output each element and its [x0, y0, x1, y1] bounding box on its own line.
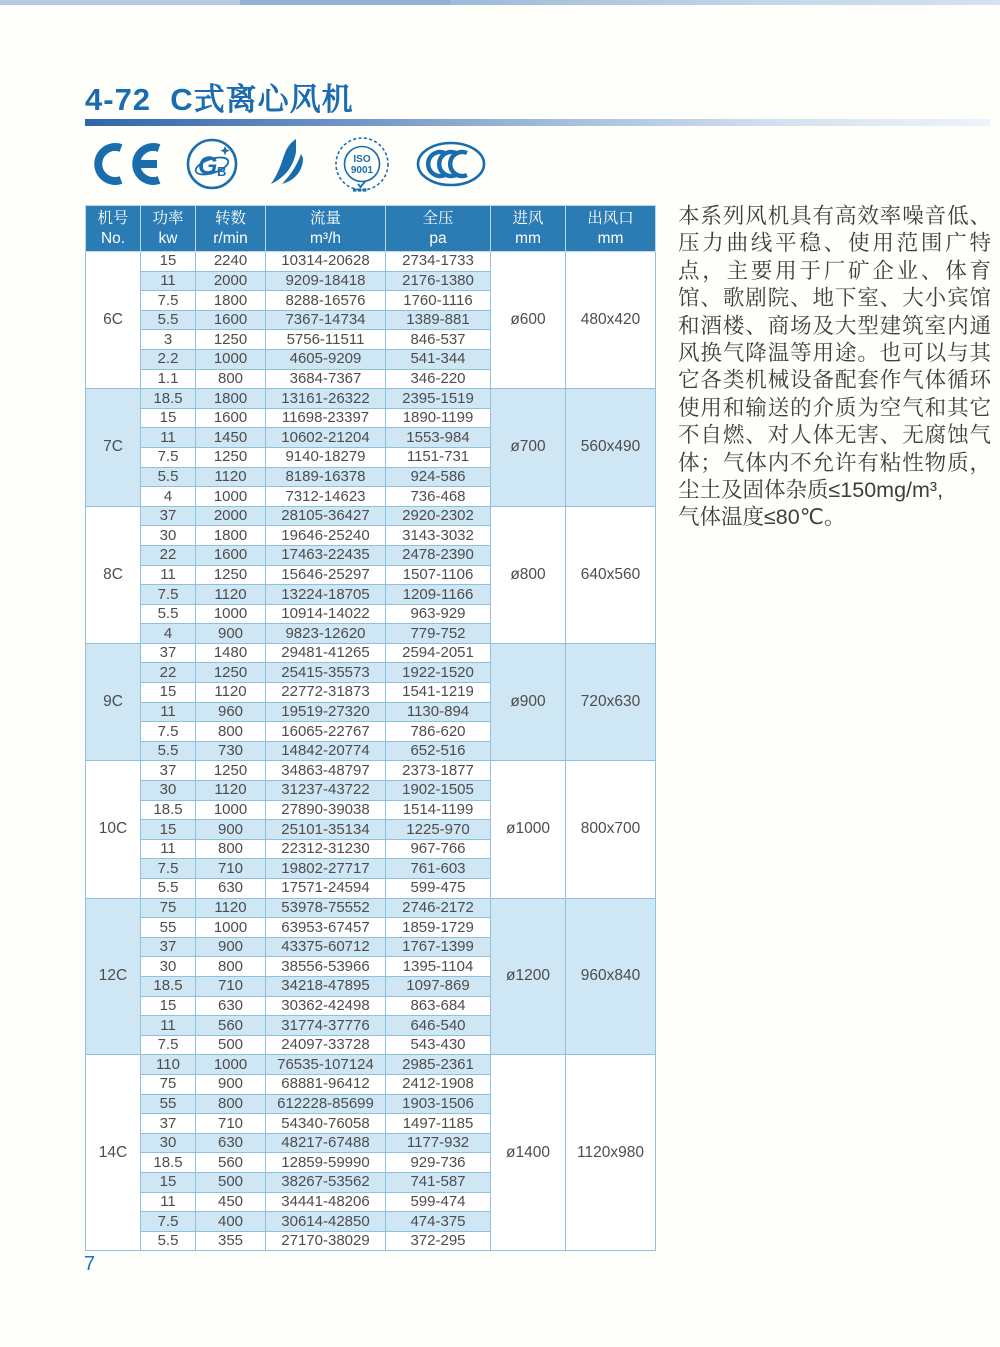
speed-cell: 1250 [196, 330, 266, 350]
power-cell: 7.5 [141, 585, 196, 605]
pressure-cell: 1130-894 [386, 702, 491, 722]
flow-cell: 38556-53966 [266, 957, 386, 977]
ce-mark-icon [85, 140, 161, 188]
table-row [86, 1055, 656, 1075]
page-title: 4-72 C式离心风机 [85, 82, 354, 117]
power-cell: 37 [141, 1114, 196, 1134]
flow-cell: 27890-39038 [266, 800, 386, 820]
column-header-6: 出风口 mm [566, 206, 656, 252]
model-cell: 7C [86, 389, 141, 507]
flow-cell: 17571-24594 [266, 879, 386, 899]
table-row [86, 898, 656, 918]
flow-cell: 31237-43722 [266, 781, 386, 801]
speed-cell: 730 [196, 741, 266, 761]
pressure-cell: 1922-1520 [386, 663, 491, 683]
flow-cell: 16065-22767 [266, 722, 386, 742]
power-cell: 18.5 [141, 976, 196, 996]
power-cell: 15 [141, 820, 196, 840]
flow-cell: 8189-16378 [266, 467, 386, 487]
description-paragraph: 本系列风机具有高效率噪音低、压力曲线平稳、使用范围广特点，主要用于厂矿企业、体育馆、歌剧院、地下室、大小宾馆和酒楼、商场及大型建筑室内通风换气降温等用途。也可以与其它各类机械设备配套作气体循环使用和输送的介质为空气和其它不自燃、对人体无害、无腐蚀气体；气体内不允许有粘性物质，尘土及固体杂质≤150mg/m³, [678, 204, 991, 503]
speed-cell: 1000 [196, 604, 266, 624]
speed-cell: 1000 [196, 800, 266, 820]
speed-cell: 710 [196, 976, 266, 996]
pressure-cell: 1177-932 [386, 1133, 491, 1153]
speed-cell: 1250 [196, 447, 266, 467]
outlet-cell: 720x630 [566, 643, 656, 761]
power-cell: 11 [141, 565, 196, 585]
pressure-cell: 2395-1519 [386, 389, 491, 409]
model-cell: 10C [86, 761, 141, 898]
fan-spec-table [85, 205, 656, 1251]
flow-cell: 9209-18418 [266, 271, 386, 291]
pressure-cell: 741-587 [386, 1172, 491, 1192]
power-cell: 30 [141, 1133, 196, 1153]
pressure-cell: 372-295 [386, 1231, 491, 1251]
flow-cell: 11698-23397 [266, 408, 386, 428]
power-cell: 2.2 [141, 349, 196, 369]
power-cell: 5.5 [141, 467, 196, 487]
flow-cell: 27170-38029 [266, 1231, 386, 1251]
flow-cell: 30362-42498 [266, 996, 386, 1016]
speed-cell: 1480 [196, 643, 266, 663]
speed-cell: 1800 [196, 389, 266, 409]
pressure-cell: 1507-1106 [386, 565, 491, 585]
feather-mark-icon [263, 138, 309, 190]
flow-cell: 43375-60712 [266, 937, 386, 957]
power-cell: 7.5 [141, 291, 196, 311]
speed-cell: 800 [196, 369, 266, 389]
power-cell: 7.5 [141, 447, 196, 467]
flow-cell: 7312-14623 [266, 487, 386, 507]
flow-cell: 612228-85699 [266, 1094, 386, 1114]
speed-cell: 1250 [196, 761, 266, 781]
speed-cell: 630 [196, 996, 266, 1016]
pressure-cell: 2920-2302 [386, 506, 491, 526]
speed-cell: 1250 [196, 565, 266, 585]
power-cell: 5.5 [141, 879, 196, 899]
speed-cell: 630 [196, 1133, 266, 1153]
speed-cell: 1600 [196, 545, 266, 565]
flow-cell: 3684-7367 [266, 369, 386, 389]
inlet-cell: ø800 [491, 506, 566, 643]
power-cell: 5.5 [141, 604, 196, 624]
speed-cell: 800 [196, 722, 266, 742]
flow-cell: 30614-42850 [266, 1212, 386, 1232]
speed-cell: 960 [196, 702, 266, 722]
power-cell: 15 [141, 1172, 196, 1192]
power-cell: 11 [141, 428, 196, 448]
pressure-cell: 541-344 [386, 349, 491, 369]
table-row [86, 761, 656, 781]
column-header-1: 功率 kw [141, 206, 196, 252]
flow-cell: 25101-35134 [266, 820, 386, 840]
speed-cell: 2000 [196, 506, 266, 526]
speed-cell: 1000 [196, 349, 266, 369]
header-row [86, 206, 656, 252]
flow-cell: 25415-35573 [266, 663, 386, 683]
power-cell: 1.1 [141, 369, 196, 389]
pressure-cell: 543-430 [386, 1035, 491, 1055]
power-cell: 4 [141, 624, 196, 644]
model-cell: 6C [86, 252, 141, 389]
pressure-cell: 652-516 [386, 741, 491, 761]
speed-cell: 1800 [196, 291, 266, 311]
flow-cell: 31774-37776 [266, 1016, 386, 1036]
flow-cell: 10914-14022 [266, 604, 386, 624]
power-cell: 11 [141, 839, 196, 859]
column-header-0: 机号 No. [86, 206, 141, 252]
flow-cell: 13224-18705 [266, 585, 386, 605]
pressure-cell: 2734-1733 [386, 252, 491, 272]
pressure-cell: 1514-1199 [386, 800, 491, 820]
pressure-cell: 1767-1399 [386, 937, 491, 957]
power-cell: 7.5 [141, 1212, 196, 1232]
power-cell: 75 [141, 1074, 196, 1094]
pressure-cell: 1151-731 [386, 447, 491, 467]
pressure-cell: 1541-1219 [386, 683, 491, 703]
pressure-cell: 761-603 [386, 859, 491, 879]
flow-cell: 34218-47895 [266, 976, 386, 996]
flow-cell: 4605-9209 [266, 349, 386, 369]
flow-cell: 53978-75552 [266, 898, 386, 918]
speed-cell: 1250 [196, 663, 266, 683]
pressure-cell: 1903-1506 [386, 1094, 491, 1114]
pressure-cell: 1225-970 [386, 820, 491, 840]
speed-cell: 1600 [196, 310, 266, 330]
power-cell: 15 [141, 252, 196, 272]
pressure-cell: 2176-1380 [386, 271, 491, 291]
pressure-cell: 967-766 [386, 839, 491, 859]
pressure-cell: 474-375 [386, 1212, 491, 1232]
outlet-cell: 1120x980 [566, 1055, 656, 1251]
flow-cell: 34863-48797 [266, 761, 386, 781]
pressure-cell: 1209-1166 [386, 585, 491, 605]
svg-text:9001: 9001 [350, 165, 374, 176]
inlet-cell: ø1000 [491, 761, 566, 898]
speed-cell: 1120 [196, 898, 266, 918]
model-cell: 8C [86, 506, 141, 643]
pressure-cell: 1760-1116 [386, 291, 491, 311]
power-cell: 22 [141, 545, 196, 565]
inlet-cell: ø900 [491, 643, 566, 761]
speed-cell: 560 [196, 1016, 266, 1036]
flow-cell: 15646-25297 [266, 565, 386, 585]
flow-cell: 28105-36427 [266, 506, 386, 526]
flow-cell: 34441-48206 [266, 1192, 386, 1212]
outlet-cell: 960x840 [566, 898, 656, 1055]
power-cell: 5.5 [141, 310, 196, 330]
svg-text:G: G [198, 152, 218, 180]
column-header-5: 进风 mm [491, 206, 566, 252]
speed-cell: 1000 [196, 918, 266, 938]
flow-cell: 9823-12620 [266, 624, 386, 644]
flow-cell: 54340-76058 [266, 1114, 386, 1134]
pressure-cell: 1890-1199 [386, 408, 491, 428]
pressure-cell: 846-537 [386, 330, 491, 350]
power-cell: 30 [141, 781, 196, 801]
flow-cell: 29481-41265 [266, 643, 386, 663]
power-cell: 37 [141, 643, 196, 663]
speed-cell: 1000 [196, 487, 266, 507]
flow-cell: 48217-67488 [266, 1133, 386, 1153]
table-row [86, 252, 656, 272]
inlet-cell: ø1400 [491, 1055, 566, 1251]
power-cell: 11 [141, 1192, 196, 1212]
outlet-cell: 640x560 [566, 506, 656, 643]
flow-cell: 9140-18279 [266, 447, 386, 467]
speed-cell: 560 [196, 1153, 266, 1173]
power-cell: 37 [141, 761, 196, 781]
flow-cell: 68881-96412 [266, 1074, 386, 1094]
speed-cell: 1120 [196, 467, 266, 487]
flow-cell: 13161-26322 [266, 389, 386, 409]
flow-cell: 19519-27320 [266, 702, 386, 722]
pressure-cell: 736-468 [386, 487, 491, 507]
flow-cell: 24097-33728 [266, 1035, 386, 1055]
speed-cell: 400 [196, 1212, 266, 1232]
power-cell: 5.5 [141, 741, 196, 761]
pressure-cell: 924-586 [386, 467, 491, 487]
pressure-cell: 2594-2051 [386, 643, 491, 663]
speed-cell: 500 [196, 1172, 266, 1192]
pressure-cell: 786-620 [386, 722, 491, 742]
column-header-2: 转数 r/min [196, 206, 266, 252]
speed-cell: 800 [196, 839, 266, 859]
pressure-cell: 646-540 [386, 1016, 491, 1036]
pressure-cell: 1553-984 [386, 428, 491, 448]
flow-cell: 7367-14734 [266, 310, 386, 330]
speed-cell: 900 [196, 820, 266, 840]
speed-cell: 1120 [196, 781, 266, 801]
flow-cell: 63953-67457 [266, 918, 386, 938]
pressure-cell: 1395-1104 [386, 957, 491, 977]
speed-cell: 710 [196, 859, 266, 879]
flow-cell: 14842-20774 [266, 741, 386, 761]
table-row [86, 506, 656, 526]
power-cell: 7.5 [141, 859, 196, 879]
pressure-cell: 2373-1877 [386, 761, 491, 781]
pressure-cell: 599-474 [386, 1192, 491, 1212]
description-paragraph: 气体温度≤80℃。 [678, 505, 846, 530]
column-header-4: 全压 pa [386, 206, 491, 252]
pressure-cell: 346-220 [386, 369, 491, 389]
power-cell: 11 [141, 1016, 196, 1036]
power-cell: 5.5 [141, 1231, 196, 1251]
inlet-cell: ø1200 [491, 898, 566, 1055]
pressure-cell: 2412-1908 [386, 1074, 491, 1094]
speed-cell: 800 [196, 957, 266, 977]
certification-logos [85, 136, 487, 192]
pressure-cell: 3143-3032 [386, 526, 491, 546]
speed-cell: 1600 [196, 408, 266, 428]
power-cell: 37 [141, 506, 196, 526]
flow-cell: 10314-20628 [266, 252, 386, 272]
pressure-cell: 2478-2390 [386, 545, 491, 565]
speed-cell: 1120 [196, 585, 266, 605]
pressure-cell: 1497-1185 [386, 1114, 491, 1134]
iso9001-mark-icon [333, 135, 391, 193]
outlet-cell: 560x490 [566, 389, 656, 507]
power-cell: 110 [141, 1055, 196, 1075]
column-header-3: 流量 m³/h [266, 206, 386, 252]
speed-cell: 900 [196, 624, 266, 644]
pressure-cell: 863-684 [386, 996, 491, 1016]
pressure-cell: 1902-1505 [386, 781, 491, 801]
power-cell: 22 [141, 663, 196, 683]
inlet-cell: ø600 [491, 252, 566, 389]
power-cell: 55 [141, 1094, 196, 1114]
table-row [86, 389, 656, 409]
power-cell: 30 [141, 957, 196, 977]
speed-cell: 900 [196, 1074, 266, 1094]
pressure-cell: 1097-869 [386, 976, 491, 996]
title-rule [85, 119, 990, 126]
speed-cell: 450 [196, 1192, 266, 1212]
pressure-cell: 1389-881 [386, 310, 491, 330]
flow-cell: 22772-31873 [266, 683, 386, 703]
power-cell: 75 [141, 898, 196, 918]
top-border-bar [0, 0, 1000, 5]
pressure-cell: 2985-2361 [386, 1055, 491, 1075]
flow-cell: 76535-107124 [266, 1055, 386, 1075]
table-row [86, 643, 656, 663]
speed-cell: 2000 [196, 271, 266, 291]
gb-mark-icon [185, 137, 239, 191]
svg-text:ISO: ISO [353, 154, 371, 165]
ccc-mark-icon [415, 140, 487, 188]
speed-cell: 710 [196, 1114, 266, 1134]
power-cell: 4 [141, 487, 196, 507]
product-description [678, 203, 991, 532]
power-cell: 15 [141, 408, 196, 428]
pressure-cell: 1859-1729 [386, 918, 491, 938]
speed-cell: 1800 [196, 526, 266, 546]
outlet-cell: 800x700 [566, 761, 656, 898]
svg-text:B: B [217, 164, 227, 179]
power-cell: 18.5 [141, 1153, 196, 1173]
power-cell: 7.5 [141, 1035, 196, 1055]
model-cell: 14C [86, 1055, 141, 1251]
inlet-cell: ø700 [491, 389, 566, 507]
flow-cell: 17463-22435 [266, 545, 386, 565]
power-cell: 15 [141, 996, 196, 1016]
power-cell: 18.5 [141, 800, 196, 820]
flow-cell: 22312-31230 [266, 839, 386, 859]
page-number: 7 [84, 1253, 96, 1275]
flow-cell: 19646-25240 [266, 526, 386, 546]
flow-cell: 12859-59990 [266, 1153, 386, 1173]
speed-cell: 1450 [196, 428, 266, 448]
outlet-cell: 480x420 [566, 252, 656, 389]
power-cell: 11 [141, 271, 196, 291]
flow-cell: 5756-11511 [266, 330, 386, 350]
pressure-cell: 599-475 [386, 879, 491, 899]
model-cell: 12C [86, 898, 141, 1055]
pressure-cell: 963-929 [386, 604, 491, 624]
power-cell: 11 [141, 702, 196, 722]
power-cell: 55 [141, 918, 196, 938]
pressure-cell: 929-736 [386, 1153, 491, 1173]
speed-cell: 630 [196, 879, 266, 899]
power-cell: 15 [141, 683, 196, 703]
speed-cell: 800 [196, 1094, 266, 1114]
speed-cell: 900 [196, 937, 266, 957]
flow-cell: 10602-21204 [266, 428, 386, 448]
speed-cell: 355 [196, 1231, 266, 1251]
pressure-cell: 2746-2172 [386, 898, 491, 918]
flow-cell: 19802-27717 [266, 859, 386, 879]
flow-cell: 38267-53562 [266, 1172, 386, 1192]
speed-cell: 2240 [196, 252, 266, 272]
flow-cell: 8288-16576 [266, 291, 386, 311]
speed-cell: 500 [196, 1035, 266, 1055]
power-cell: 30 [141, 526, 196, 546]
speed-cell: 1000 [196, 1055, 266, 1075]
pressure-cell: 779-752 [386, 624, 491, 644]
speed-cell: 1120 [196, 683, 266, 703]
model-cell: 9C [86, 643, 141, 761]
power-cell: 7.5 [141, 722, 196, 742]
power-cell: 37 [141, 937, 196, 957]
power-cell: 18.5 [141, 389, 196, 409]
power-cell: 3 [141, 330, 196, 350]
